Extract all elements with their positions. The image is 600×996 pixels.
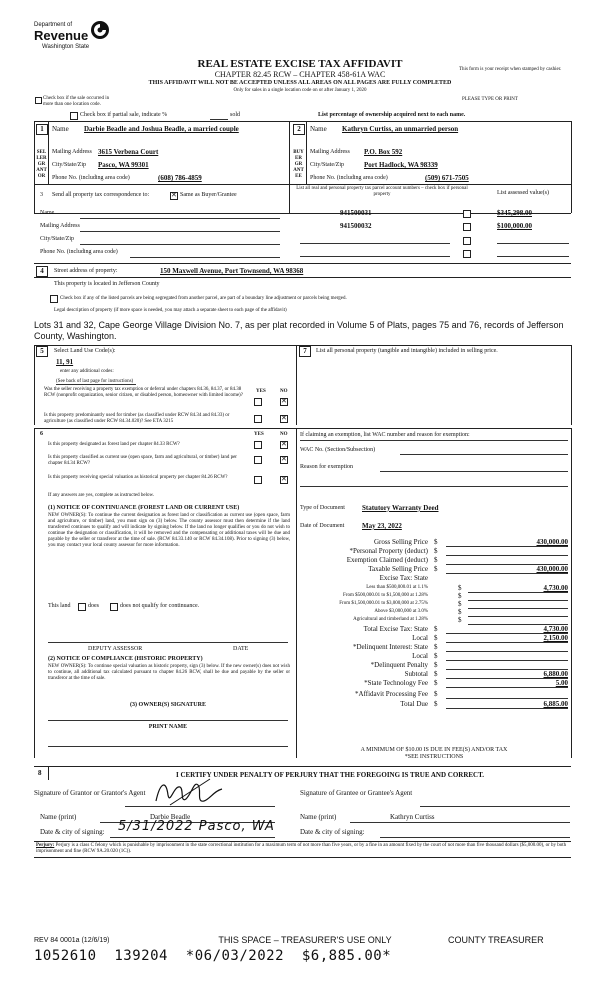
reason-label: Reason for exemption xyxy=(300,464,353,470)
s6-question-3: Is this property receiving special valuation as historical property per chapter 84.26 RCW? xyxy=(48,475,228,480)
exemption-dollar-sign: $ xyxy=(434,556,438,564)
local-value[interactable]: 2,150.00 xyxy=(543,634,568,642)
section-7-number: 7 xyxy=(299,346,311,357)
certify-statement: I CERTIFY UNDER PENALTY OF PERJURY THAT THE FOREGOING IS TRUE AND CORRECT. xyxy=(175,771,484,779)
s6-no-label: NO xyxy=(280,432,288,437)
deputy-assessor-label: DEPUTY ASSESSOR xyxy=(88,646,143,652)
ag-dollar-sign: $ xyxy=(458,616,462,624)
gross-value[interactable]: 430,000.00 xyxy=(536,538,568,546)
street-address-label: Street address of property: xyxy=(54,268,118,274)
receipt-note: This form is your receipt when stamped by cashier. xyxy=(459,67,562,72)
delinq-state-dollar-sign: $ xyxy=(434,643,438,651)
doc-date-label: Date of Document xyxy=(300,523,345,529)
excise-state-label: Excise Tax: State xyxy=(379,574,428,582)
ag-label: Agricultural and timberland at 1.28% xyxy=(353,617,428,622)
land-does-checkbox[interactable] xyxy=(78,603,86,611)
grantee-name-label: Name (print) xyxy=(300,813,337,821)
s5-q1-no-checkbox[interactable] xyxy=(280,398,288,406)
gross-label: Gross Selling Price xyxy=(373,538,428,546)
section-3-number: 3 xyxy=(40,192,43,198)
s5-yes-label: YES xyxy=(256,389,266,394)
form-warning: THIS AFFIDAVIT WILL NOT BE ACCEPTED UNLESS ALL AREAS ON ALL PAGES ARE FULLY COMPLETED xyxy=(148,80,452,86)
form-title: REAL ESTATE EXCISE TAX AFFIDAVIT xyxy=(197,58,403,70)
see-instructions: *SEE INSTRUCTIONS xyxy=(404,754,464,760)
this-land-label: This land xyxy=(48,603,71,609)
section-8-number: 8 xyxy=(38,769,42,777)
buyer-phone-label: Phone No. (including area code) xyxy=(310,175,388,181)
section-4-number: 4 xyxy=(36,266,48,277)
seller-name-label: Name xyxy=(52,125,69,133)
s6-q3-no-checkbox[interactable] xyxy=(280,476,288,484)
s3-name-label: Name xyxy=(40,210,55,216)
taxable-value[interactable]: 430,000.00 xyxy=(536,565,568,573)
penalty-label: *Delinquent Penalty xyxy=(370,661,428,669)
partial-sale-checkbox[interactable] xyxy=(70,112,78,120)
minimum-due: A MINIMUM OF $10.00 IS DUE IN FEE(S) AND/OR TAX xyxy=(360,747,508,753)
notice-compliance-body: NEW OWNER(S): To continue special valuation as historic property, sign (3) below. If the new owner(s) does not wish to continue, all additional tax calculated pursuant to chapter 84.26 RCW, shall be due and payable by the seller or transferor at the time of sale. xyxy=(48,664,290,681)
doc-date[interactable]: May 23, 2022 xyxy=(362,522,402,530)
parcel-2-personal-checkbox[interactable] xyxy=(463,223,471,231)
taxable-dollar-sign: $ xyxy=(434,565,438,573)
notice-continuance-body: NEW OWNER(S): To continue the current designation as forest land or classification as current use (open space, farm and agriculture, or timber) land, you must sign on (3) below. The county assessor must then determine if the land transferred continues to qualify and will indicate by signing below. If the land no longer qualifies or you do not wish to continue the designation or classification, it will be removed and the compensating or additional taxes will be due and payable by the seller or transferor at the time of sale. (RCW 84.33.140 or RCW 84.34.108). Prior to signing (3) below, you may contact your local county assessor for more information. xyxy=(48,513,290,548)
rev-number: REV 84 0001a (12/6/19) xyxy=(34,937,110,944)
delinq-local-dollar-sign: $ xyxy=(434,652,438,660)
buyer-address-label: Mailing Address xyxy=(310,149,350,155)
total-due-label: Total Due xyxy=(400,700,428,708)
s5-question-1: Was the seller receiving a property tax exemption or deferral under chapters 84.36, 84.37, or 84.38 RCW (nonprofit organization, senior citizen, or disabled person, homeowner with limited income)? xyxy=(44,387,243,398)
tier4-label: Above $3,000,000 at 3.0% xyxy=(374,609,428,614)
county-treasurer: COUNTY TREASURER xyxy=(448,935,544,945)
s6-q1-yes-checkbox[interactable] xyxy=(254,441,262,449)
personal-dollar-sign: $ xyxy=(434,547,438,555)
perjury-label: Perjury: xyxy=(36,843,55,848)
s6-question-1: Is this property designated as forest land per chapter 84.33 RCW? xyxy=(48,442,180,447)
grantor-name[interactable]: Darbie Beadle xyxy=(150,813,191,821)
tier1-value[interactable]: 4,730.00 xyxy=(543,584,568,592)
grantor-signature[interactable] xyxy=(150,775,230,809)
treasurer-space: THIS SPACE – TREASURER'S USE ONLY xyxy=(218,935,392,945)
print-name-label: PRINT NAME xyxy=(148,724,188,730)
tier1-dollar-sign: $ xyxy=(458,584,462,592)
s5-q2-no-checkbox[interactable] xyxy=(280,415,288,423)
wac-label: WAC No. (Section/Subsection) xyxy=(300,447,376,453)
claim-exemption-label: If claiming an exemption, list WAC number and reason for exemption: xyxy=(300,432,470,438)
s5-no-label: NO xyxy=(280,389,288,394)
exemption-label: Exemption Claimed (deduct) xyxy=(346,556,428,564)
s3-phone-label: Phone No. (including area code) xyxy=(40,249,118,255)
grantor-sig-label: Signature of Grantor or Grantor's Agent xyxy=(34,789,146,797)
s3-address-label: Mailing Address xyxy=(40,223,80,229)
tech-fee-dollar-sign: $ xyxy=(434,679,438,687)
dor-logo-icon xyxy=(90,20,110,40)
parcel-list-header: List all real and personal property tax parcel account numbers – check box if personal property xyxy=(296,186,468,197)
s6-yes-label: YES xyxy=(254,432,264,437)
total-state-label: Total Excise Tax: State xyxy=(363,625,428,633)
grantor-date-city-label: Date & city of signing: xyxy=(40,828,105,836)
subtotal-dollar-sign: $ xyxy=(434,670,438,678)
partial-sale-label: Check box if partial sale, indicate % xyxy=(80,112,168,118)
seller-address-label: Mailing Address xyxy=(52,149,92,155)
buyer-name-label: Name xyxy=(310,125,327,133)
local-dollar-sign: $ xyxy=(434,634,438,642)
dor-logo xyxy=(30,20,110,56)
agency-line2: Revenue xyxy=(34,28,89,43)
s5-question-2: Is this property predominantly used for timber (as classified under RCW 84.34 and 84.33) or agriculture (as classified under RCW 84.34.020)? See ETA 3215 xyxy=(44,413,230,424)
local-label: Local xyxy=(412,634,428,642)
parcel-value-1[interactable]: $345,298.00 xyxy=(497,209,532,217)
seller-city[interactable]: Pasco, WA 99301 xyxy=(98,161,149,169)
section-1-number: 1 xyxy=(36,124,48,135)
delinq-local-label: Local xyxy=(412,652,428,660)
legal-description[interactable]: Lots 31 and 32, Cape George Village Division No. 7, as per plat recorded in Volume 5 of Plats, pages 75 and 76, records of Jefferson County, Washington. xyxy=(34,320,564,341)
total-due-value[interactable]: 6,885.00 xyxy=(543,700,568,708)
county-line: This property is located in Jefferson County xyxy=(54,281,160,287)
subtotal-value[interactable]: 6,880.00 xyxy=(543,670,568,678)
grantee-sig-label: Signature of Grantee or Grantee's Agent xyxy=(300,789,413,797)
buyer-city[interactable]: Port Hadlock, WA 98339 xyxy=(364,161,438,169)
land-does-label: does xyxy=(88,603,99,609)
total-state-value[interactable]: 4,730.00 xyxy=(543,625,568,633)
tier3-label: From $1,500,000.01 to $3,000,000 at 2.75% xyxy=(339,601,428,606)
parcel-4-personal-checkbox[interactable] xyxy=(463,250,471,258)
penalty-dollar-sign: $ xyxy=(434,661,438,669)
parcel-number-2[interactable]: 941500032 xyxy=(340,222,372,230)
multi-location-label: Check box if the sale occurred in more than one location code. xyxy=(43,96,110,107)
tier2-label: From $500,000.01 to $1,500,000 at 1.28% xyxy=(343,593,428,598)
buyer-side-label: BUYER GRANTEE xyxy=(293,150,304,179)
gross-dollar-sign: $ xyxy=(434,538,438,546)
buyer-city-label: City/State/Zip xyxy=(310,162,344,168)
grantor-name-label: Name (print) xyxy=(40,813,77,821)
seller-city-label: City/State/Zip xyxy=(52,162,86,168)
parcel-1-personal-checkbox[interactable] xyxy=(463,210,471,218)
land-does-not-label: does not qualify for continuance. xyxy=(120,603,200,609)
seller-address[interactable]: 3615 Verbena Court xyxy=(98,148,159,156)
agency-line3: Washington State xyxy=(42,44,90,50)
grantor-date-city[interactable]: 5/31/2022 Pasco, WA xyxy=(118,819,275,834)
land-use-codes[interactable]: 11, 91 xyxy=(56,358,74,366)
s6-q2-yes-checkbox[interactable] xyxy=(254,456,262,464)
same-as-buyer-label: Same as Buyer/Grantee xyxy=(180,192,237,198)
affidavit-fee-dollar-sign: $ xyxy=(434,690,438,698)
personal-property-label: List all personal property (tangible and intangible) included in selling price. xyxy=(316,348,498,354)
seller-name[interactable]: Darbie Beadle and Joshua Beadle, a married couple xyxy=(84,125,239,133)
delinq-state-label: *Delinquent Interest: State xyxy=(352,643,428,651)
buyer-name[interactable]: Kathryn Curtiss, an unmarried person xyxy=(342,125,459,133)
segregate-label: Check box if any of the listed parcels are being segregated from another parcel, are part of a boundary line adjustment or parcels being merged. xyxy=(60,296,347,301)
notice-continuance-title: (1) NOTICE OF CONTINUANCE (FOREST LAND OR CURRENT USE) xyxy=(48,505,240,511)
sold-label: sold xyxy=(230,112,241,118)
assessed-value-header: List assessed value(s) xyxy=(497,190,549,196)
s5-q2-yes-checkbox[interactable] xyxy=(254,415,262,423)
grantee-name[interactable]: Kathryn Curtiss xyxy=(390,813,435,821)
property-street-address[interactable]: 150 Maxwell Avenue, Port Townsend, WA 98368 xyxy=(160,267,304,275)
send-correspondence-label: Send all property tax correspondence to: xyxy=(52,192,150,198)
total-state-dollar-sign: $ xyxy=(434,625,438,633)
perjury-text: Perjury is a class C felony which is punishable by imprisonment in the state correctional institution for a maximum term of not more than five years, or by a fine in an amount fixed by the court of not more than five thousand dollars ($5,000.00), or by both imprisonment and fine (RCW 9A.20.020 (1C)). xyxy=(36,843,567,854)
total-due-dollar-sign: $ xyxy=(434,700,438,708)
parcel-number-1[interactable]: 941500031 xyxy=(340,209,372,217)
deputy-date-label: DATE xyxy=(233,646,249,652)
parcel-3-personal-checkbox[interactable] xyxy=(463,237,471,245)
parcel-value-2[interactable]: $100,000.00 xyxy=(497,222,532,230)
s6-q2-no-checkbox[interactable] xyxy=(280,456,288,464)
seller-side-label: SELLER GRANTOR xyxy=(36,150,47,179)
section-2-number: 2 xyxy=(293,124,305,135)
section-6-number: 6 xyxy=(40,431,43,437)
s3-city-label: City/State/Zip xyxy=(40,236,74,242)
form-chapter: CHAPTER 82.45 RCW – CHAPTER 458-61A WAC xyxy=(214,70,386,79)
tech-fee-label: *State Technology Fee xyxy=(364,679,428,687)
taxable-label: Taxable Selling Price xyxy=(368,565,428,573)
notice-compliance-title: (2) NOTICE OF COMPLIANCE (HISTORIC PROPERTY) xyxy=(48,656,203,662)
section-5-number: 5 xyxy=(36,346,48,357)
s6-q1-no-checkbox[interactable] xyxy=(280,441,288,449)
list-percentage-label: List percentage of ownership acquired next to each name. xyxy=(318,112,466,118)
print-note: PLEASE TYPE OR PRINT xyxy=(462,97,518,102)
form-only-for: Only for sales in a single location code on or after January 1, 2020 xyxy=(233,88,367,93)
tech-fee-value[interactable]: 5.00 xyxy=(555,679,568,687)
affidavit-fee-label: *Affidavit Processing Fee xyxy=(355,690,428,698)
doc-type[interactable]: Statutory Warranty Deed xyxy=(362,504,439,512)
perjury-statement xyxy=(36,843,571,855)
treasurer-stamp: 1052610 139204 *06/03/2022 $6,885.00* xyxy=(34,948,392,964)
doc-type-label: Type of Document xyxy=(300,505,345,511)
tier4-dollar-sign: $ xyxy=(458,608,462,616)
grantee-date-city-label: Date & city of signing: xyxy=(300,828,365,836)
tier3-dollar-sign: $ xyxy=(458,600,462,608)
seller-phone[interactable]: (608) 786-4859 xyxy=(158,174,202,182)
additional-codes-label: enter any additional codes: xyxy=(60,369,114,374)
land-use-label: Select Land Use Code(s): xyxy=(54,348,116,354)
legal-description-label: Legal description of property (if more space is needed, you may attach a separate sheet to each page of the affidavit) xyxy=(54,308,287,313)
owner-signature-label: (3) OWNER(S) SIGNATURE xyxy=(130,702,206,708)
segregate-checkbox[interactable] xyxy=(50,295,58,303)
tier2-dollar-sign: $ xyxy=(458,592,462,600)
subtotal-label: Subtotal xyxy=(404,670,428,678)
land-does-not-checkbox[interactable] xyxy=(110,603,118,611)
s6-q3-yes-checkbox[interactable] xyxy=(254,476,262,484)
seller-phone-label: Phone No. (including area code) xyxy=(52,175,130,181)
personal-label: *Personal Property (deduct) xyxy=(349,547,428,555)
agency-line1: Department of xyxy=(34,22,73,28)
multi-location-checkbox[interactable] xyxy=(35,97,42,104)
same-as-buyer-checkbox[interactable] xyxy=(170,192,178,200)
tier1-label: Less than $500,000.01 at 1.1% xyxy=(366,585,428,590)
buyer-address[interactable]: P.O. Box 592 xyxy=(364,148,403,156)
s5-q1-yes-checkbox[interactable] xyxy=(254,398,262,406)
s6-question-2: Is this property classified as current use (open space, farm and agricultural, or timber) land per chapter 84.34 RCW? xyxy=(48,455,237,466)
s6-if-yes: If any answers are yes, complete as instructed below. xyxy=(48,493,155,498)
see-back-label: (See back of last page for instructions) xyxy=(56,379,134,384)
buyer-phone[interactable]: (509) 671-7505 xyxy=(425,174,469,182)
